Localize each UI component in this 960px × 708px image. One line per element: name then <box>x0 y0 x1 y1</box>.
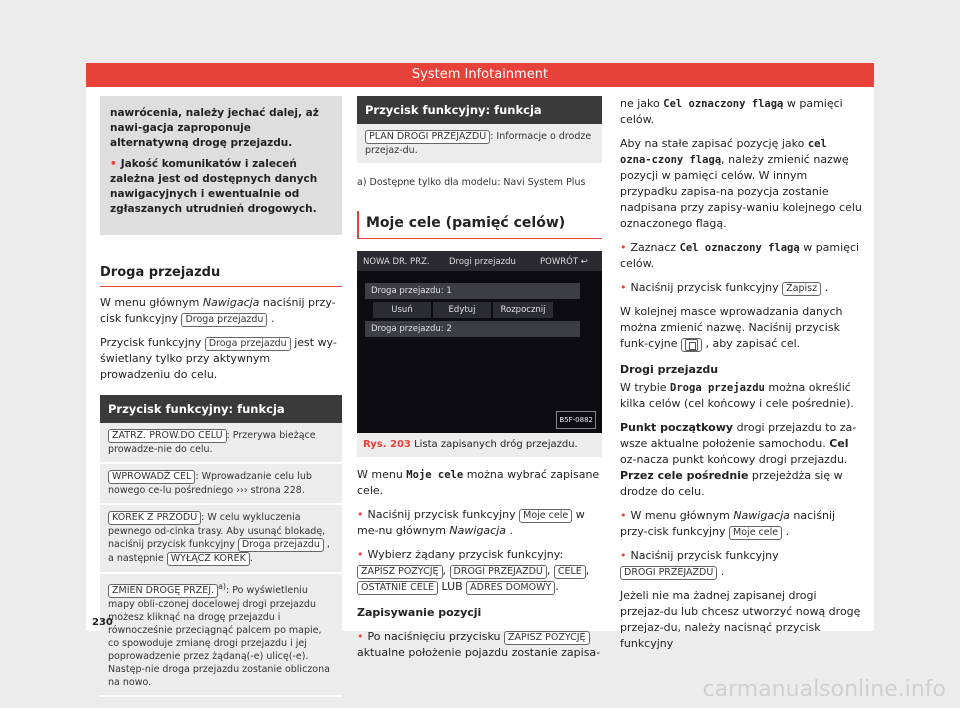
paragraph-c3-2: Aby na stałe zapisać pozycję jako cel ozna-czony flagą, należy zmienić nazwę pozycji w pamięci celów. W innym przypadku zapisa-na pozycja zostanie nadpisana przy zapisy-waniu kolejnego celu oznaczonego flagą. <box>620 137 862 230</box>
bullet-1: • Naciśnij przycisk funkcyjny Moje cele w me-nu głównym Nawigacja . <box>357 508 585 537</box>
column-2 <box>357 96 602 661</box>
note-line-1: nawrócenia, należy jechać dalej, aż nawi-gacja zaproponuje alternatywną drogę przejazdu. <box>110 107 319 149</box>
bullet-icon: • <box>620 281 627 294</box>
page-number: 230 <box>92 617 113 628</box>
drogi-przejazdu-button-2[interactable]: DROGI PRZEJAZDU <box>620 566 717 580</box>
paragraph-c3-3: W kolejnej masce wprowadzania danych można zmienić nazwę. Naciśnij przycisk funk-cyjne , aby zapisać cel. <box>620 305 843 350</box>
route-item-2[interactable]: Droga przejazdu: 2 <box>365 321 580 337</box>
wylacz-korek-button[interactable]: WYŁĄCZ KOREK <box>167 552 250 566</box>
note-box <box>100 96 342 235</box>
nowa-droga-tab[interactable]: NOWA DR. PRZ. <box>363 257 430 267</box>
plan-drogi-button[interactable]: PLAN DROGI PRZEJAZDU <box>365 130 490 144</box>
figure-caption: Rys. 203 Lista zapisanych dróg przejazdu. <box>357 433 602 457</box>
bullet-2: • Wybierz żądany przycisk funkcyjny: ZAPISZ POZYCJĘ , DROGI PRZEJAZDU , CELE , OSTATNIE CELE LUB ADRES DOMOWY . <box>357 548 590 593</box>
powrot-button[interactable]: POWRÓT ↩ <box>540 257 588 267</box>
subheading-drogi: Drogi przejazdu <box>620 363 719 376</box>
watermark: carmanualsonline.info <box>702 677 946 702</box>
usun-button[interactable]: Usuń <box>373 302 431 318</box>
korek-button[interactable]: KOREK Z PRZODU <box>108 511 201 525</box>
paragraph-2: Przycisk funkcyjny Droga przejazdu jest wy-świetlany tylko przy aktywnym prowadzeniu do celu. <box>100 336 337 381</box>
section-title-moje-cele: Moje cele (pamięć celów) <box>357 211 602 239</box>
save-button[interactable] <box>681 338 702 353</box>
wprowadz-cel-button[interactable]: WPROWADŹ CEL <box>108 470 195 484</box>
bullet-c3-3: • W menu głównym Nawigacja naciśnij przy-cisk funkcyjny Moje cele . <box>620 509 836 538</box>
zapisz-button[interactable]: Zapisz <box>782 282 821 296</box>
column-1 <box>100 96 342 697</box>
function-table-title: Przycisk funkcyjny: funkcja <box>100 395 342 423</box>
bullet-icon: • <box>357 630 364 643</box>
table-row: WPROWADŹ CEL : Wprowadzanie celu lub nowego ce-lu pośredniego ››› strona 228. <box>100 464 342 505</box>
moje-cele-button-2[interactable]: Moje cele <box>729 526 782 540</box>
bullet-icon: • <box>357 548 364 561</box>
page-header: System Infotainment <box>86 63 874 87</box>
bullet-icon: • <box>357 508 364 521</box>
figure-code: B5F-0882 <box>556 411 596 429</box>
droga-przejazdu-button-2[interactable]: Droga przejazdu <box>205 337 291 351</box>
drogi-przejazdu-button[interactable]: DROGI PRZEJAZDU <box>450 565 547 579</box>
infotainment-screen <box>357 251 602 433</box>
table-row: ZMIEŃ DROGĘ PRZEJ. $^{a)}$: Po wyświetleniu mapy obli-czonej docelowej drogi przejazdu możesz kliknąć na drogę przejazdu i równocześnie przeciągnąć palcem po mapie, co spowoduje zmianę drogi przejazdu i jej poprowadzenie przez żądaną(-e) ulicę(-e). Następ-nie droga przejazdu zostanie obliczona na nowo. <box>100 574 342 697</box>
column-3 <box>620 96 862 652</box>
subheading-zapisywanie: Zapisywanie pozycji <box>357 606 482 619</box>
adres-domowy-button[interactable]: ADRES DOMOWY <box>466 581 555 595</box>
cele-button[interactable]: CELE <box>554 565 586 579</box>
zmien-droge-button[interactable]: ZMIEŃ DROGĘ PRZEJ. <box>108 584 218 598</box>
paragraph-c3-1: ne jako Cel oznaczony flagą w pamięci celów. <box>620 97 843 126</box>
droga-przejazdu-button-3[interactable]: Droga przejazdu <box>238 538 324 552</box>
paragraph-moje-cele: W menu Moje cele można wybrać zapisane cele. <box>357 468 600 497</box>
bullet-c3-2: • Naciśnij przycisk funkcyjny Zapisz . <box>620 281 829 294</box>
bullet-3: • Po naciśnięciu przycisku ZAPISZ POZYCJĘ aktualne położenie pojazdu zostanie zapisa- <box>357 630 601 659</box>
bullet-icon: • <box>620 549 627 562</box>
ostatnie-cele-button[interactable]: OSTATNIE CELE <box>357 581 438 595</box>
paragraph-1: W menu głównym Nawigacja naciśnij przy-cisk funkcyjny Droga przejazdu . <box>100 296 336 325</box>
moje-cele-button[interactable]: Moje cele <box>519 509 572 523</box>
paragraph-c3-5: Punkt początkowy drogi przejazdu to za-wsze aktualne położenie samochodu. Cel oz-nacza punkt końcowy drogi przejazdu. Przez cele pośrednie przejeżdża się w drodze do celu. <box>620 421 857 498</box>
section-title-droga: Droga przejazdu <box>100 265 221 280</box>
paragraph-c3-4: W trybie Droga przejazdu można określić kilka celów (cel końcowy i cele pośrednie). <box>620 381 854 410</box>
table-row: PLAN DROGI PRZEJAZDU : Informacje o drodze przejaz-du. <box>357 124 602 165</box>
table-row: KOREK Z PRZODU : W celu wykluczenia pewnego od-cinka trasy. Aby usunąć blokadę, naciśnij przycisk funkcyjny Droga przejazdu , a następnie WYŁĄCZ KOREK . <box>100 505 342 574</box>
table-row: ZATRZ. PROW.DO CELU : Przerywa bieżące prowadze-nie do celu. <box>100 423 342 464</box>
divider <box>100 286 342 287</box>
zatrz-button[interactable]: ZATRZ. PROW.DO CELU <box>108 429 227 443</box>
paragraph-c3-6: Jeżeli nie ma żadnej zapisanej drogi przejaz-du lub chcesz utworzyć nową drogę przejaz-du, należy nacisnąć przycisk funkcyjny <box>620 589 861 650</box>
bullet-c3-4: • Naciśnij przycisk funkcyjny DROGI PRZEJAZDU . <box>620 549 779 578</box>
bullet-c3-1: • Zaznacz Cel oznaczony flagą w pamięci celów. <box>620 241 860 270</box>
route-item-1[interactable]: Droga przejazdu: 1 <box>365 283 580 299</box>
note-line-2: • Jakość komunikatów i zaleceń zależna jest od dostępnych danych nawigacyjnych i ewentualnie od zgłaszanych utrudnień drogowych. <box>110 158 318 215</box>
zapisz-pozycje-button-2[interactable]: ZAPISZ POZYCJĘ <box>504 631 590 645</box>
screen-title: Drogi przejazdu <box>449 257 516 267</box>
bullet-icon: • <box>620 509 627 522</box>
zapisz-pozycje-button[interactable]: ZAPISZ POZYCJĘ <box>357 565 443 579</box>
bullet-icon: • <box>620 241 627 254</box>
save-icon <box>685 339 698 351</box>
rozpocznij-button[interactable]: Rozpocznij <box>493 302 553 318</box>
footnote: a) Dostępne tylko dla modelu: Navi System Plus <box>357 177 586 188</box>
edytuj-button[interactable]: Edytuj <box>433 302 491 318</box>
droga-przejazdu-button[interactable]: Droga przejazdu <box>181 313 267 327</box>
bullet-icon: • <box>110 158 117 170</box>
function-table-title-2: Przycisk funkcyjny: funkcja <box>357 96 602 124</box>
